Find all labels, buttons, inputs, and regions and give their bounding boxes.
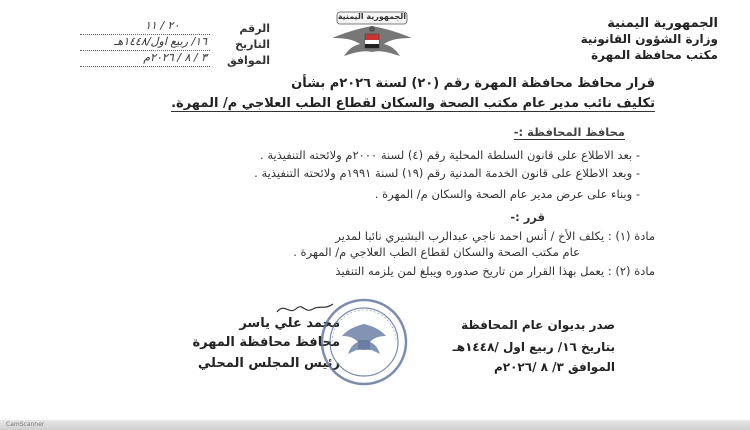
number-label: الرقم [239, 22, 270, 35]
date-label: التاريخ [235, 38, 270, 51]
corresponding-dotted-line [80, 66, 210, 67]
corresponding-date-label: الموافق [226, 54, 270, 67]
corresponding-date-value: ٣ / ٨ / ٢٠٢٦م [143, 51, 207, 64]
article-1-line-1: مادة (١) : يكلف الأخ / أنس احمد ناجي عبدالرب البشيري نائبا لمدير [335, 229, 655, 243]
issued-line-1: صدر بديوان عام المحافظة [461, 318, 615, 332]
date-value: ١٦/ ربيع اول/١٤٤٨هـ [114, 35, 207, 48]
decision-title-line-1: قرار محافظ محافظة المهرة رقم (٢٠) لسنة ٢٠٢٦م بشأن [291, 76, 655, 91]
preamble-item-1: - بعد الاطلاع على قانون السلطة المحلية رقم (٤) لسنة ٢٠٠٠م ولائحته التنفيذية . [260, 148, 640, 162]
signatory-name: محمد علي ياسر [239, 316, 340, 331]
decision-title-line-2: تكليف نائب مدير عام مكتب الصحة والسكان لقطاع الطب العلاجي م/ المهرة. [171, 96, 655, 111]
issued-line-3: الموافق ٣/ ٨ /٢٠٢٦م [493, 360, 615, 374]
article-2: مادة (٢) : يعمل بهذا القرار من تاريخ صدوره ويبلغ لمن يلزمه التنفيذ [335, 264, 655, 278]
header-line-1: الجمهورية اليمنية [607, 16, 718, 31]
number-value: ٢٠ / ١١ [145, 19, 180, 32]
governor-heading: محافظ المحافظة :- [513, 125, 625, 139]
emblem-banner-text: الجمهورية اليمنية [337, 12, 406, 21]
issued-line-2: بتاريخ ١٦/ ربيع اول /١٤٤٨هـ [452, 340, 615, 354]
preamble-item-2: - وبعد الاطلاع على قانون الخدمة المدنية رقم (١٩) لسنة ١٩٩١م ولائحته التنفيذية . [254, 166, 640, 180]
official-stamp-icon [318, 296, 410, 388]
scanner-footer [0, 420, 750, 430]
header-line-3: مكتب محافظة المهرة [591, 48, 718, 62]
signatory-role-2: رئيس المجلس المحلي [197, 356, 340, 371]
decided-heading: قرر :- [510, 210, 545, 224]
article-1-line-2: عام مكتب الصحة والسكان لقطاع الطب العلاجي م/ المهرة . [293, 245, 580, 259]
signatory-role-1: محافظ محافظة المهرة [192, 335, 340, 350]
scanner-footer-text: CamScanner [6, 421, 45, 428]
header-line-2: وزارة الشؤون القانونية [580, 32, 718, 46]
preamble-item-3: - وبناء على عرض مدير عام الصحة والسكان م/ المهرة . [374, 187, 640, 201]
